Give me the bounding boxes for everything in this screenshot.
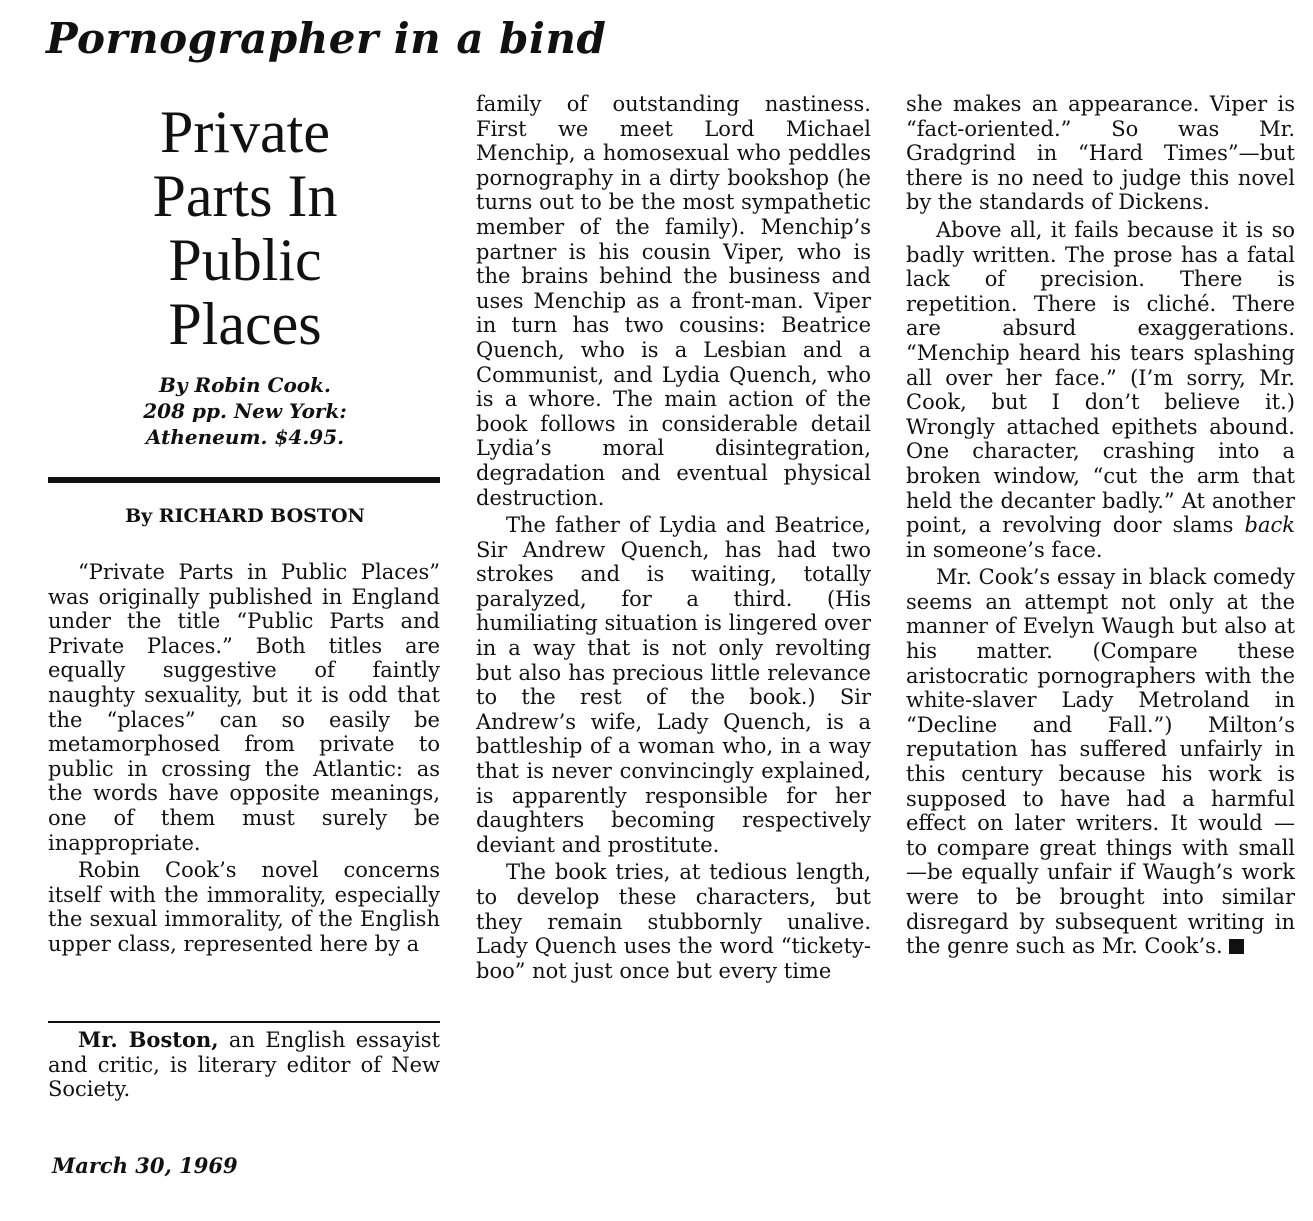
headline-line: Parts In: [152, 163, 338, 229]
paragraph: Robin Cook’s novel concerns itself with the immorality, especially the sexual immorality, of the English upper class, represented here by a: [48, 858, 440, 956]
column-1: [48, 560, 440, 960]
author-note-rule: [48, 1021, 440, 1023]
divider-rule: [48, 477, 440, 483]
headline: [50, 100, 440, 356]
paragraph: [906, 218, 1295, 562]
publication-date: March 30, 1969: [52, 1153, 238, 1178]
paragraph-italic: back: [1244, 513, 1295, 538]
book-publisher: 208 pp. New York:: [143, 399, 347, 423]
byline: By RICHARD BOSTON: [125, 505, 365, 527]
book-author: By Robin Cook.: [159, 373, 331, 397]
headline-line: Private: [160, 99, 330, 165]
headline-line: Places: [168, 291, 322, 357]
paragraph: The father of Lydia and Beatrice, Sir Andrew Quench, has had two strokes and is waiting, totally paralyzed, for a third. (His humiliating situation is lingered over in a way that is not only revolting but also has precious little relevance to the rest of the book.) Sir Andrew’s wife, Lady Quench, is a battleship of a woman who, in a way that is never convincingly explained, is apparently responsible for her daughters becoming respectively deviant and prostitute.: [476, 513, 871, 857]
end-mark-icon: [1229, 939, 1244, 954]
column-2: [476, 92, 871, 986]
book-info: [50, 372, 440, 450]
paragraph: The book tries, at tedious length, to develop these characters, but they remain stubbornly unalive. Lady Quench uses the word “tickety-boo” not just once but every time: [476, 860, 871, 983]
book-price: Atheneum. $4.95.: [145, 425, 345, 449]
paragraph-text: Mr. Cook’s essay in black comedy seems an attempt not only at the manner of Evelyn Waugh but also at his matter. (Compare these aristocratic pornographers with the white-slaver Lady Metroland in “Decline and Fall.”) Milton’s reputation has suffered unfairly in this century because his work is supposed to have had a harmful effect on later writers. It would — to compare great things with small—be equally unfair if Waugh’s work were to be brought into similar disregard by subsequent writing in the genre such as Mr. Cook’s.: [906, 565, 1295, 959]
paragraph-text: in someone’s face.: [906, 537, 1103, 562]
paragraph: [906, 565, 1295, 959]
kicker-title: Pornographer in a bind: [46, 14, 607, 63]
author-note-name: Mr. Boston,: [78, 1027, 219, 1052]
paragraph: family of outstanding nastiness. First we meet Lord Michael Menchip, a homosexual who peddles pornography in a dirty bookshop (he turns out to be the most sympathetic member of the family). Menchip’s partner is his cousin Viper, who is the brains behind the business and uses Menchip as a front-man. Viper in turn has two cousins: Beatrice Quench, who is a Lesbian and a Communist, and Lydia Quench, who is a whore. The main action of the book follows in considerable detail Lydia’s moral disintegration, degradation and eventual physical destruction.: [476, 92, 871, 510]
author-note-text: an English essayist and critic, is literary editor of New Society.: [48, 1028, 441, 1102]
column-3: [906, 92, 1295, 962]
paragraph: she makes an appearance. Viper is “fact-oriented.” So was Mr. Gradgrind in “Hard Times”—but there is no need to judge this novel by the standards of Dickens.: [906, 92, 1295, 215]
author-note: [48, 1028, 440, 1102]
headline-line: Public: [168, 227, 322, 293]
paragraph: “Private Parts in Public Places” was originally published in England under the title “Public Parts and Private Places.” Both titles are equally suggestive of faintly naughty sexuality, but it is odd that the “places” can so easily be metamorphosed from private to public in crossing the Atlantic: as the words have opposite meanings, one of them must surely be inappropriate.: [48, 560, 440, 855]
paragraph-text: Above all, it fails because it is so badly written. The prose has a fatal lack of precision. There is repetition. There is cliché. There are absurd exaggerations. “Menchip heard his tears splashing all over her face.” (I’m sorry, Mr. Cook, but I don’t believe it.) Wrongly attached epithets abound. One character, crashing into a broken window, “cut the arm that held the decanter badly.” At another point, a revolving door slams: [906, 217, 1295, 538]
